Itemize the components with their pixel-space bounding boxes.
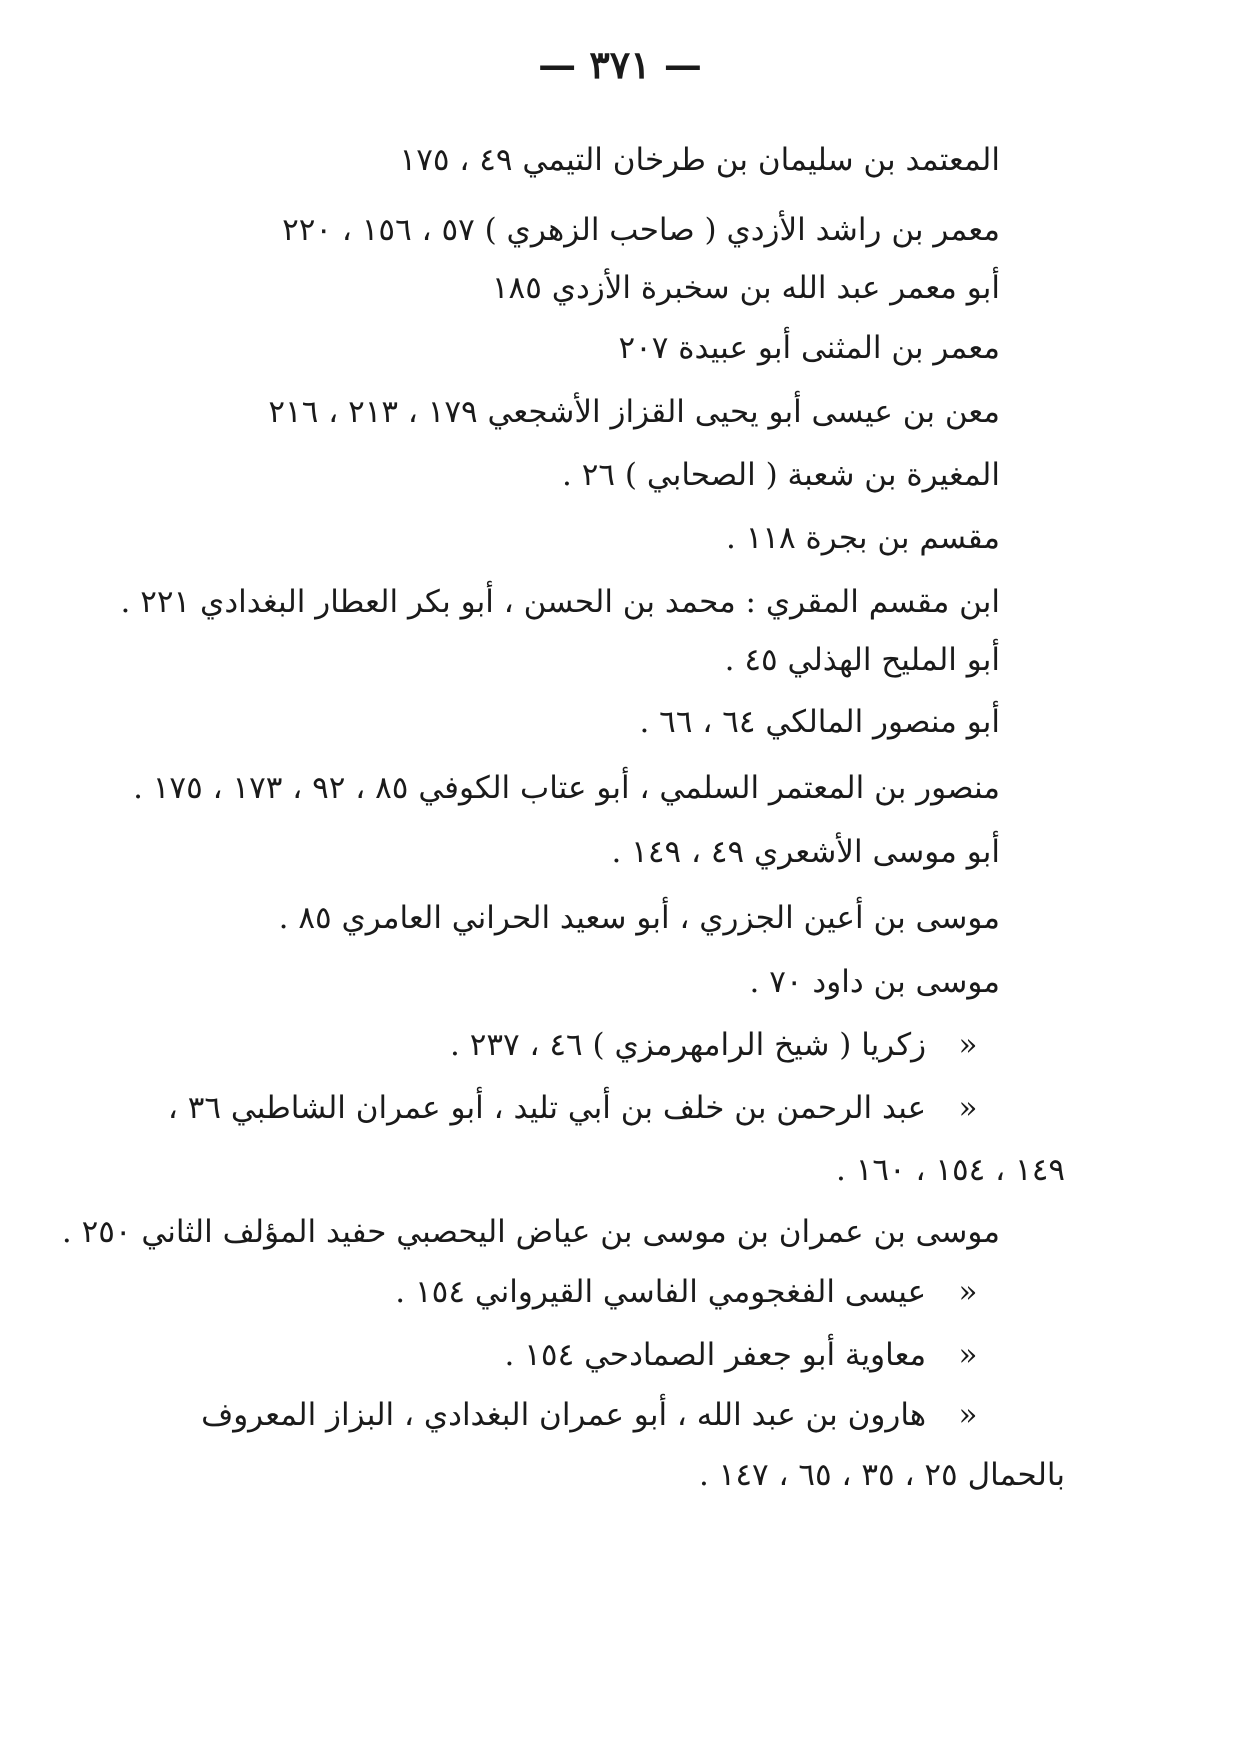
index-subentry xyxy=(505,1335,1000,1375)
index-subentry xyxy=(168,1088,1000,1128)
page-number: — ٣٧١ — xyxy=(538,42,702,87)
index-subentry xyxy=(395,1272,1000,1312)
index-subentry xyxy=(450,1025,1000,1065)
index-entry: موسى بن داود ٧٠ . xyxy=(749,964,1000,1000)
index-entry-continuation: ١٤٩ ، ١٥٤ ، ١٦٠ . xyxy=(835,1152,1065,1188)
index-entry: أبو المليح الهذلي ٤٥ . xyxy=(724,642,1000,678)
index-entry: مقسم بن بجرة ١١٨ . xyxy=(725,520,1000,556)
index-subentry xyxy=(201,1395,1000,1435)
subentry-text: هارون بن عبد الله ، أبو عمران البغدادي ، البزاز المعروف xyxy=(201,1397,927,1433)
index-entry: ابن مقسم المقري : محمد بن الحسن ، أبو بكر العطار البغدادي ٢٢١ . xyxy=(120,584,1000,620)
index-entry: موسى بن أعين الجزري ، أبو سعيد الحراني العامري ٨٥ . xyxy=(278,900,1000,936)
subentry-text: معاوية أبو جعفر الصمادحي ١٥٤ . xyxy=(504,1337,927,1373)
index-entry-continuation: بالحمال ٢٥ ، ٣٥ ، ٦٥ ، ١٤٧ . xyxy=(698,1457,1065,1493)
ditto-mark: « xyxy=(958,1090,978,1126)
index-entry: المعتمد بن سليمان بن طرخان التيمي ٤٩ ، ١٧٥ xyxy=(399,142,1000,178)
index-entry: معمر بن المثنى أبو عبيدة ٢٠٧ xyxy=(618,330,1000,366)
index-entry: أبو منصور المالكي ٦٤ ، ٦٦ . xyxy=(639,704,1000,740)
index-entry: موسى بن عمران بن موسى بن عياض اليحصبي حفيد المؤلف الثاني ٢٥٠ . xyxy=(61,1214,1000,1250)
index-entry: معن بن عيسى أبو يحيى القزاز الأشجعي ١٧٩ ، ٢١٣ ، ٢١٦ xyxy=(268,394,1000,430)
subentry-text: زكريا ( شيخ الرامهرمزي ) ٤٦ ، ٢٣٧ . xyxy=(449,1027,927,1063)
ditto-mark: « xyxy=(958,1027,978,1063)
ditto-mark: « xyxy=(958,1274,978,1310)
index-entry: أبو موسى الأشعري ٤٩ ، ١٤٩ . xyxy=(611,834,1000,870)
index-entry: معمر بن راشد الأزدي ( صاحب الزهري ) ٥٧ ، ١٥٦ ، ٢٢٠ xyxy=(282,212,1000,248)
index-entry: المغيرة بن شعبة ( الصحابي ) ٢٦ . xyxy=(562,457,1000,493)
index-entry: منصور بن المعتمر السلمي ، أبو عتاب الكوفي ٨٥ ، ٩٢ ، ١٧٣ ، ١٧٥ . xyxy=(133,770,1000,806)
subentry-text: عيسى الفغجومي الفاسي القيرواني ١٥٤ . xyxy=(395,1274,927,1310)
ditto-mark: « xyxy=(958,1337,978,1373)
ditto-mark: « xyxy=(958,1397,978,1433)
index-entry: أبو معمر عبد الله بن سخبرة الأزدي ١٨٥ xyxy=(491,270,1000,306)
subentry-text: عبد الرحمن بن خلف بن أبي تليد ، أبو عمران الشاطبي ٣٦ ، xyxy=(167,1090,927,1126)
